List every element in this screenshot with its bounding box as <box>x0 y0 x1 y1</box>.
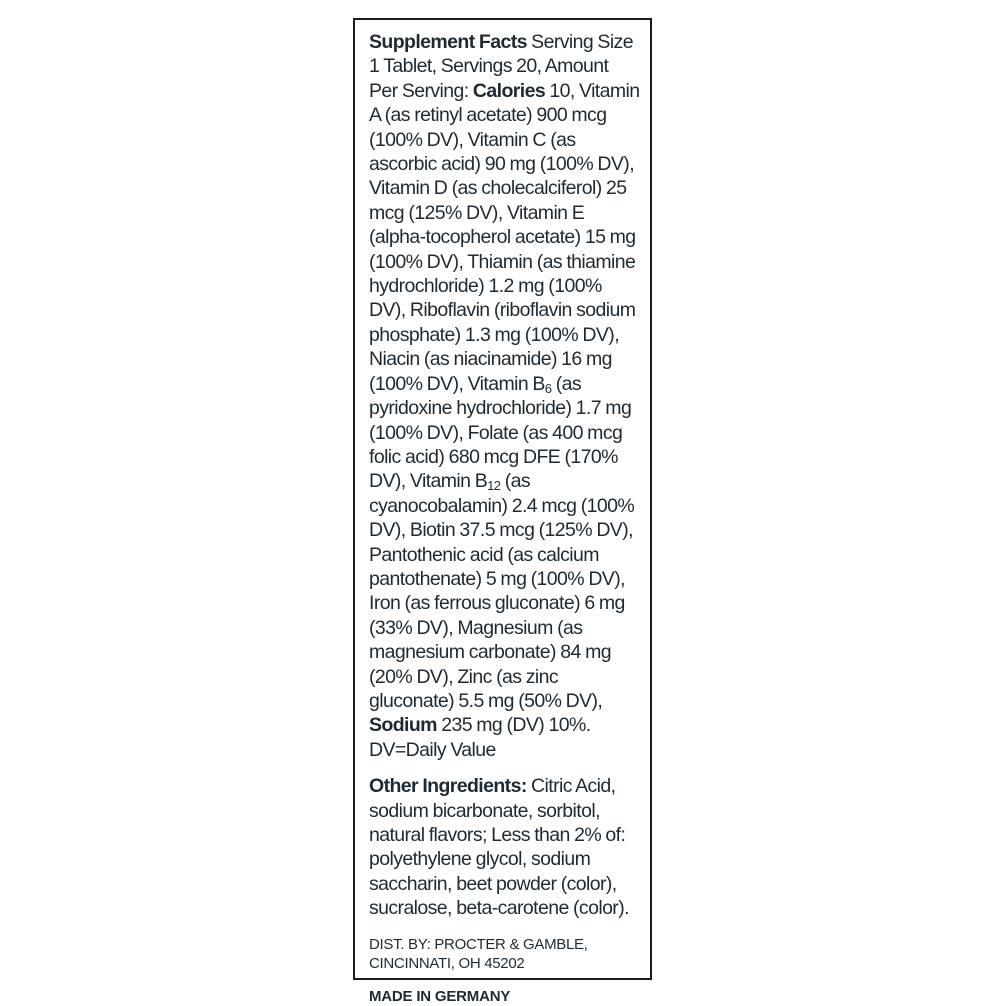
nutrient-list-part-4: 235 mg (DV) 10%. DV=Daily Value <box>369 714 591 761</box>
other-ingredients-text <box>369 774 640 920</box>
distributor-line-1: DIST. BY: PROCTER & GAMBLE, <box>369 935 588 953</box>
calories-label: Calories <box>472 79 546 102</box>
country-of-origin: MADE IN GERMANY <box>369 987 511 1005</box>
sodium-label: Sodium <box>369 714 437 737</box>
supplement-facts-heading: Supplement Facts <box>369 31 527 53</box>
nutrient-list-part-3: (as cyanocobalamin) 2.4 mcg (100% DV), Biotin 37.5 mcg (125% DV), Pantothenic acid (as calcium pantothenate) 5 mg (100% DV), Iron (as ferrous gluconate) 6 mg (33% DV), Magnesium (as magnesium carbonate) 84 mg (20% DV), Zinc (as zinc gluconate) 5.5 mg (50% DV), <box>369 470 635 712</box>
distributor-line-2: CINCINNATI, OH 45202 <box>369 954 525 972</box>
subscript-b12: 12 <box>487 478 501 494</box>
other-ingredients-list: Citric Acid, sodium bicarbonate, sorbitol, natural flavors; Less than 2% of: polyethylene glycol, sodium saccharin, beet powder (color), sucralose, beta-carotene (color). <box>369 775 629 920</box>
other-ingredients-label: Other Ingredients: <box>369 775 527 798</box>
supplement-label-panel <box>353 18 652 1005</box>
nutrient-list-part-2: (as pyridoxine hydrochloride) 1.7 mg (100% DV), Folate (as 400 mcg folic acid) 680 mcg DFE (170% DV), Vitamin B <box>369 372 632 493</box>
serving-info: Serving Size 1 Tablet, Servings 20, Amount Per Serving: <box>369 31 633 102</box>
subscript-b6: 6 <box>544 380 552 396</box>
distributor-info <box>369 935 640 973</box>
nutrient-list-part-1: 10, Vitamin A (as retinyl acetate) 900 mcg (100% DV), Vitamin C (as ascorbic acid) 90 mg (100% DV), Vitamin D (as cholecalciferol) 25 mcg (125% DV), Vitamin E (alpha-tocopherol acetate) 15 mg (100% DV), Thiamin (as thiamine hydrochloride) 1.2 mg (100% DV), Riboflavin (riboflavin sodium phosphate) 1.3 mg (100% DV), Niacin (as niacinamide) 16 mg (100% DV), Vitamin B <box>369 79 640 395</box>
supplement-facts-text <box>369 30 640 762</box>
